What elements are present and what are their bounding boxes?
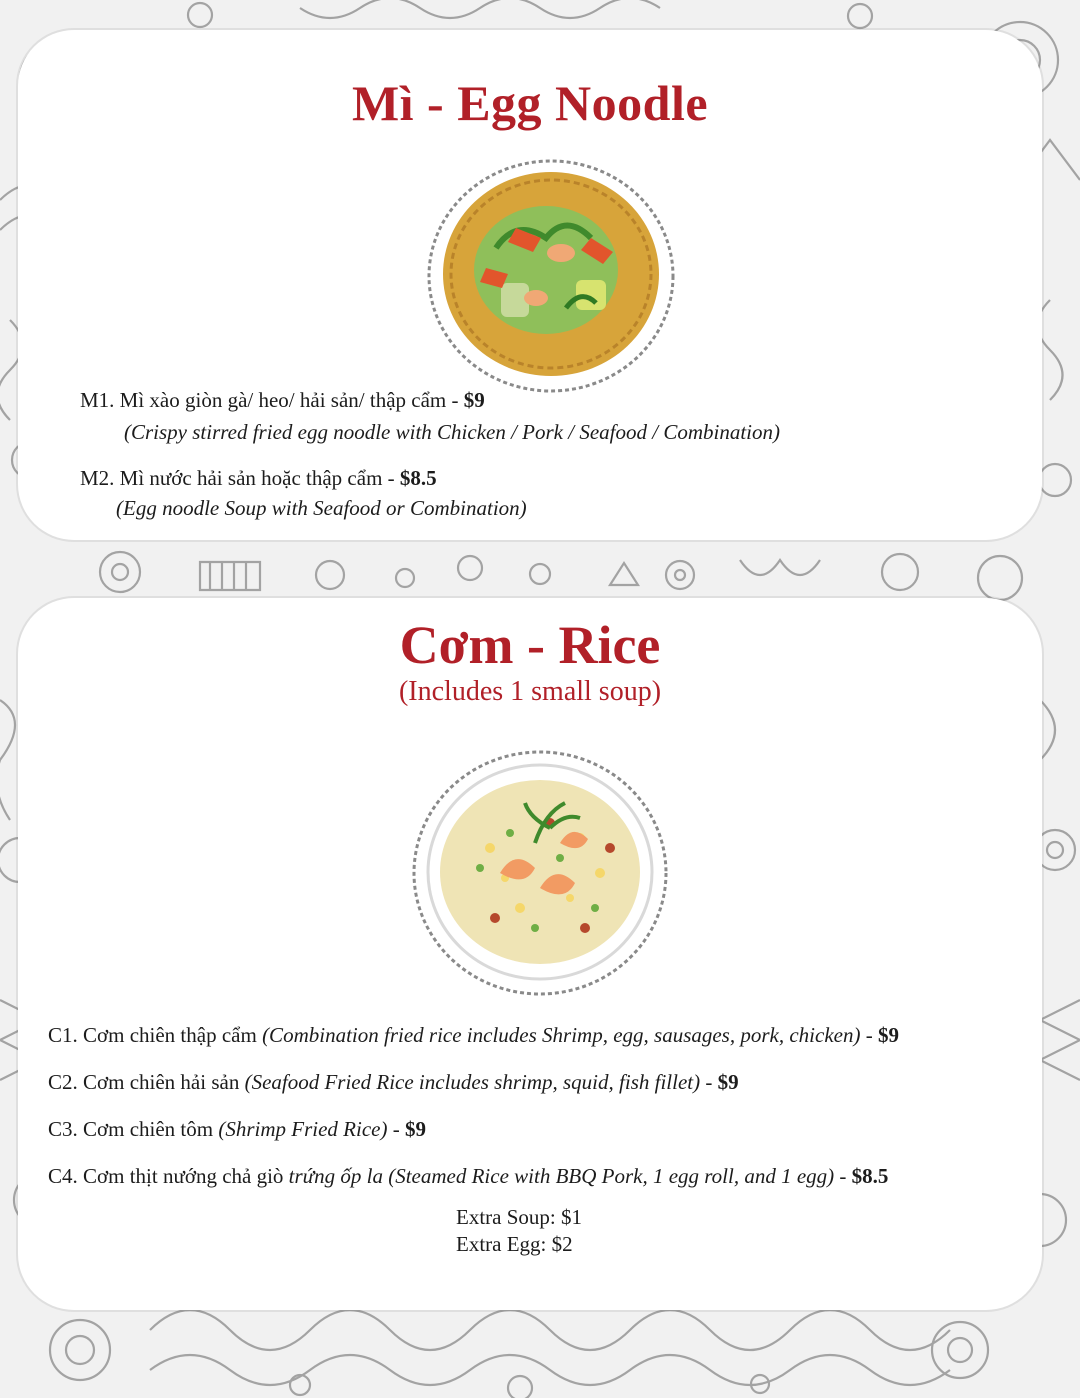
menu-item-c4-separator: - xyxy=(834,1164,852,1188)
menu-item-m1-description: (Crispy stirred fried egg noodle with Chicken / Pork / Seafood / Combination) xyxy=(124,420,780,444)
menu-item-c4-description: trứng ốp la (Steamed Rice with BBQ Pork, 1 egg roll, and 1 egg) xyxy=(288,1164,835,1188)
menu-item-c1-description: (Combination fried rice includes Shrimp, egg, sausages, pork, chicken) xyxy=(262,1023,861,1047)
extra-egg-price: Extra Egg: $2 xyxy=(456,1232,573,1256)
menu-item-c2-description: (Seafood Fried Rice includes shrimp, squid, fish fillet) xyxy=(244,1070,701,1094)
menu-item-c3-description: (Shrimp Fried Rice) xyxy=(218,1117,388,1141)
menu-item-c2-separator: - xyxy=(700,1070,718,1094)
fried-rice-dish-photo xyxy=(410,748,670,998)
extra-soup-price: Extra Soup: $1 xyxy=(456,1205,582,1229)
menu-item-m1 xyxy=(80,388,485,413)
menu-item-c1-price: $9 xyxy=(877,1023,899,1047)
menu-item-m2-price: $8.5 xyxy=(399,466,437,490)
menu-item-c4-price: $8.5 xyxy=(851,1164,889,1188)
menu-item-m2-description: (Egg noodle Soup with Seafood or Combination) xyxy=(116,496,527,520)
menu-item-m1-name: M1. Mì xào giòn gà/ heo/ hải sản/ thập cẩm - xyxy=(80,388,464,412)
menu-item-c3-name: C3. Cơm chiên tôm xyxy=(48,1117,219,1141)
egg-noodle-title: Mì - Egg Noodle xyxy=(351,75,709,131)
menu-item-c1-separator: - xyxy=(860,1023,878,1047)
menu-item-c2 xyxy=(48,1070,739,1095)
menu-item-m2-name: M2. Mì nước hải sản hoặc thập cẩm - xyxy=(80,466,400,490)
egg-noodle-panel xyxy=(18,30,1042,540)
menu-item-c3-price: $9 xyxy=(404,1117,426,1141)
extras-list xyxy=(456,1204,582,1258)
rice-subtitle: (Includes 1 small soup) xyxy=(398,676,662,707)
rice-title: Cơm - Rice xyxy=(399,615,661,675)
menu-item-c3-separator: - xyxy=(387,1117,405,1141)
menu-item-c1-name: C1. Cơm chiên thập cẩm xyxy=(48,1023,263,1047)
rice-panel xyxy=(18,598,1042,1310)
menu-item-c3 xyxy=(48,1117,426,1142)
menu-item-c4 xyxy=(48,1164,888,1189)
menu-item-c4-name: C4. Cơm thịt nướng chả giò xyxy=(48,1164,289,1188)
menu-item-m1-price: $9 xyxy=(463,388,485,412)
menu-item-c2-name: C2. Cơm chiên hải sản xyxy=(48,1070,245,1094)
crispy-noodle-dish-photo xyxy=(426,158,676,394)
menu-item-c1 xyxy=(48,1023,899,1048)
menu-item-c2-price: $9 xyxy=(717,1070,739,1094)
menu-item-m2 xyxy=(80,466,437,491)
